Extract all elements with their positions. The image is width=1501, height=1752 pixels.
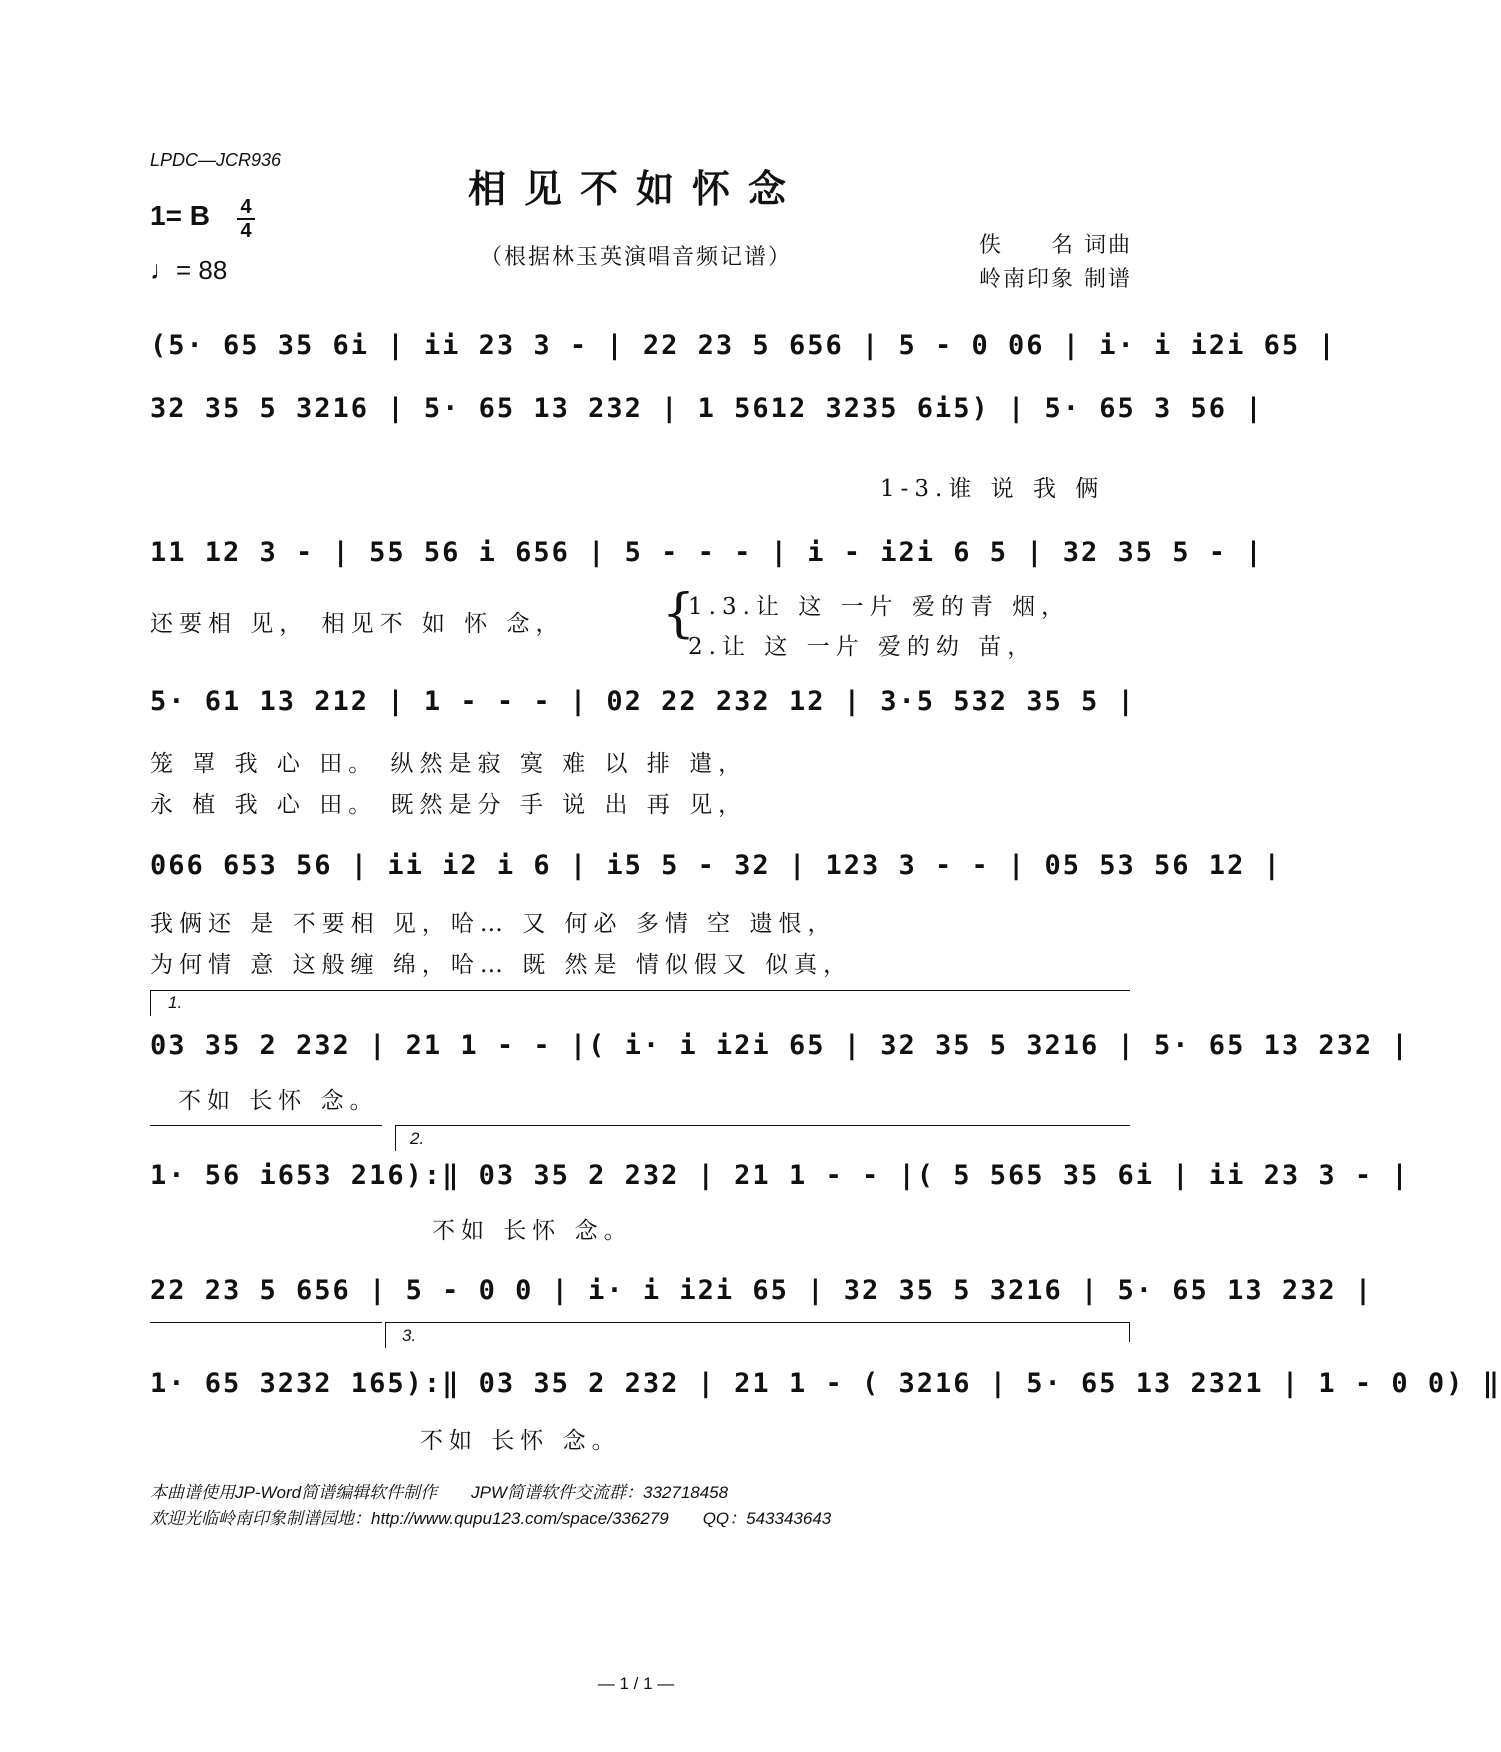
footer-website-note: 欢迎光临岭南印象制谱园地：http://www.qupu123.com/space/336279 QQ：543343643 xyxy=(150,1509,832,1528)
score-line-7: 1· 56 i653 216):‖ 03 35 2 232 | 21 1 - - |( 5 565 35 6i | ii 23 3 - | xyxy=(150,1160,1410,1191)
lyric-line-5a: 我俩还 是 不要相 见，哈… 又 何必 多情 空 遗恨， xyxy=(150,911,837,937)
score-line-2: 32 35 5 3216 | 5· 65 13 232 | 1 5612 3235 6i5) | 5· 65 3 56 | xyxy=(150,393,1264,424)
volta-2-prev-line xyxy=(150,1125,382,1126)
lyric-line-4a: 笼 罩 我 心 田。 纵然是寂 寞 难 以 排 遣， xyxy=(150,751,748,777)
score-code: LPDC—JCR936 xyxy=(150,150,282,170)
footer-software-note: 本曲谱使用JP-Word简谱编辑软件制作 JPW简谱软件交流群：332718458 xyxy=(150,1483,729,1502)
volta-3-hook xyxy=(385,1322,386,1348)
score-line-1: (5· 65 35 6i | ii 23 3 - | 22 23 5 656 | 5 - 0 06 | i· i i2i 65 | xyxy=(150,330,1337,361)
score-line-5: 066 653 56 | ii i2 i 6 | i5 5 - 32 | 123 3 - - | 05 53 56 12 | xyxy=(150,850,1282,881)
score-line-6: 03 35 2 232 | 21 1 - - |( i· i i2i 65 | 32 35 5 3216 | 5· 65 13 232 | xyxy=(150,1030,1410,1061)
credit-transcriber: 岭南印象 制谱 xyxy=(979,267,1132,292)
lyric-line-3b: 1.3.让 这 一片 爱的青 烟， xyxy=(688,594,1071,620)
lyric-line-3c: 2.让 这 一片 爱的幼 苗， xyxy=(688,634,1037,660)
lyric-line-4b: 永 植 我 心 田。 既然是分 手 说 出 再 见， xyxy=(150,792,748,818)
song-subtitle: （根据林玉英演唱音频记谱） xyxy=(479,245,792,270)
time-signature-bottom: 4 xyxy=(240,220,252,242)
lyric-line-3a: 还要相 见， 相见不 如 怀 念， xyxy=(150,611,565,637)
lyric-line-5b: 为何情 意 这般缠 绵，哈… 既 然是 情似假又 似真， xyxy=(150,952,853,978)
lyric-brace: { xyxy=(662,584,696,644)
volta-1-hook xyxy=(150,990,151,1016)
volta-3-end-hook xyxy=(1129,1322,1130,1342)
lyric-intro: 1-3.谁 说 我 俩 xyxy=(880,476,1105,502)
tempo-marking: ♩= 88 xyxy=(150,255,228,285)
volta-2-label: 2. xyxy=(410,1129,425,1148)
key-signature: 1= B xyxy=(150,200,210,231)
score-line-9: 1· 65 3232 165):‖ 03 35 2 232 | 21 1 - ( 3216 | 5· 65 13 2321 | 1 - 0 0) ‖ xyxy=(150,1368,1501,1399)
score-line-8: 22 23 5 656 | 5 - 0 0 | i· i i2i 65 | 32 35 5 3216 | 5· 65 13 232 | xyxy=(150,1275,1374,1306)
time-signature-top: 4 xyxy=(240,196,252,218)
volta-3-label: 3. xyxy=(402,1326,417,1345)
lyric-line-9: 不如 长怀 念。 xyxy=(420,1428,621,1454)
volta-1-label: 1. xyxy=(168,993,183,1012)
lyric-line-6: 不如 长怀 念。 xyxy=(178,1088,379,1114)
score-line-4: 5· 61 13 212 | 1 - - - | 02 22 232 12 | 3·5 532 35 5 | xyxy=(150,686,1136,717)
song-title: 相见不如怀念 xyxy=(467,166,804,211)
page-number: — 1 / 1 — xyxy=(597,1674,675,1693)
volta-2-line xyxy=(395,1125,1130,1126)
volta-3-line xyxy=(385,1322,1130,1323)
credit-composer: 佚 名 词曲 xyxy=(979,233,1132,258)
time-signature xyxy=(237,196,255,242)
lyric-line-7: 不如 长怀 念。 xyxy=(432,1218,633,1244)
score-line-3: 11 12 3 - | 55 56 i 656 | 5 - - - | i - i2i 6 5 | 32 35 5 - | xyxy=(150,537,1264,568)
volta-2-hook xyxy=(395,1125,396,1151)
volta-1-line xyxy=(150,990,1130,991)
volta-3-prev-line xyxy=(150,1322,382,1323)
